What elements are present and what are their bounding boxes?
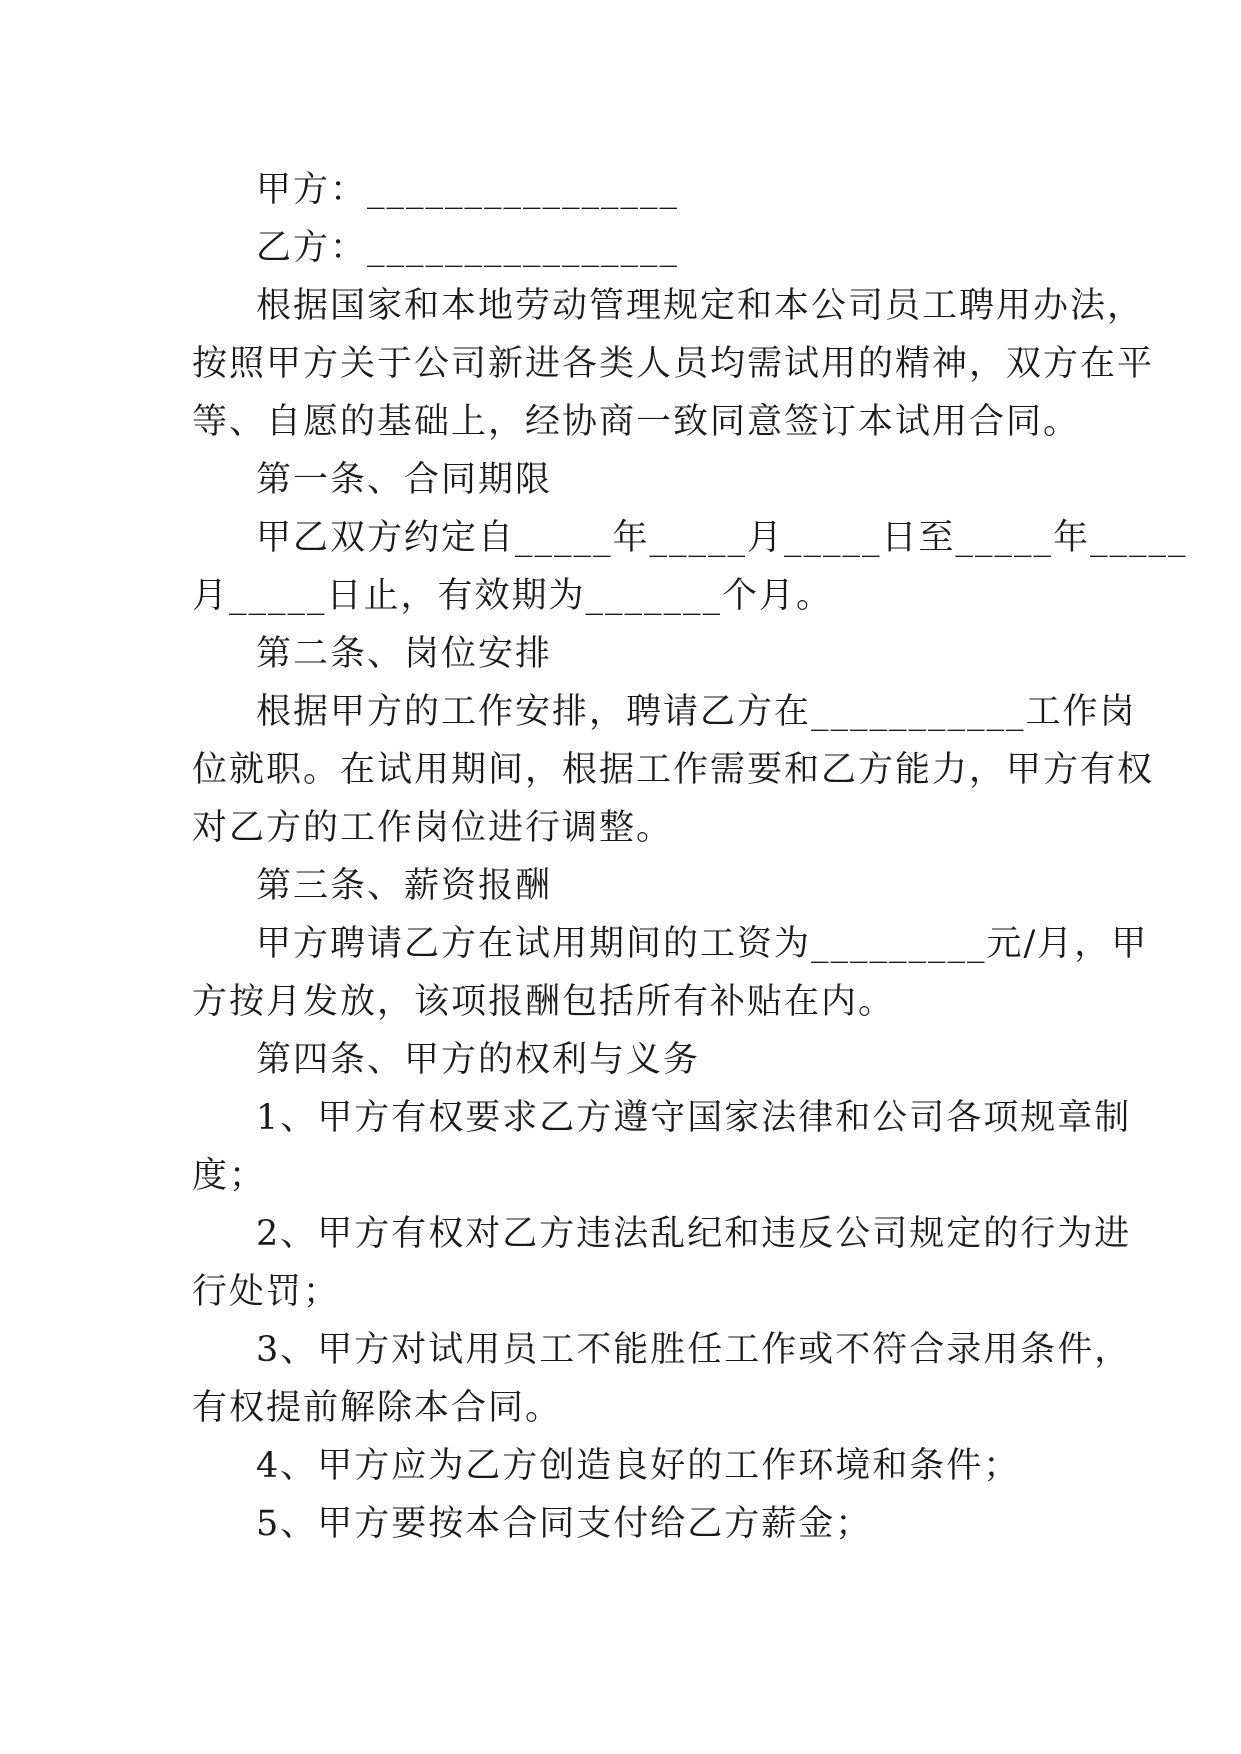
article2-line-3: 对乙方的工作岗位进行调整。 [192,808,674,848]
article3-line-2: 方按月发放，该项报酬包括所有补贴在内。 [192,982,896,1022]
intro-line-1: 根据国家和本地劳动管理规定和本公司员工聘用办法， [256,286,1145,326]
article4-title: 第四条、甲方的权利与义务 [256,1040,701,1080]
article4-item-1-line-2: 度； [192,1156,267,1196]
article4-item-2-line-2: 行处罚； [192,1272,341,1312]
party-b-line: 乙方：________________ [256,228,680,268]
article4-item-3-line-1: 3、甲方对试用员工不能胜任工作或不符合录用条件， [256,1330,1132,1370]
party-a-line: 甲方：________________ [256,170,680,210]
article4-item-5-line-1: 5、甲方要按本合同支付给乙方薪金； [256,1504,873,1544]
article4-item-2-line-1: 2、甲方有权对乙方违法乱纪和违反公司规定的行为进 [256,1214,1132,1254]
article1-line-2: 月_____日止，有效期为_______个月。 [192,576,834,616]
article3-title: 第三条、薪资报酬 [256,866,553,906]
article2-line-1: 根据甲方的工作安排，聘请乙方在___________工作岗 [256,692,1137,732]
intro-line-2: 按照甲方关于公司新进各类人员均需试用的精神，双方在平 [192,344,1155,384]
article2-line-2: 位就职。在试用期间，根据工作需要和乙方能力，甲方有权 [192,750,1155,790]
article1-line-1: 甲乙双方约定自_____年_____月_____日至_____年_____ [256,518,1188,558]
article4-item-4-line-1: 4、甲方应为乙方创造良好的工作环境和条件； [256,1446,1021,1486]
intro-line-3: 等、自愿的基础上，经协商一致同意签订本试用合同。 [192,402,1081,442]
article4-item-3-line-2: 有权提前解除本合同。 [192,1388,563,1428]
article3-line-1: 甲方聘请乙方在试用期间的工资为_________元/月，甲 [256,924,1149,964]
article1-title: 第一条、合同期限 [256,460,553,500]
article4-item-1-line-1: 1、甲方有权要求乙方遵守国家法律和公司各项规章制 [256,1098,1132,1138]
article2-title: 第二条、岗位安排 [256,634,553,674]
